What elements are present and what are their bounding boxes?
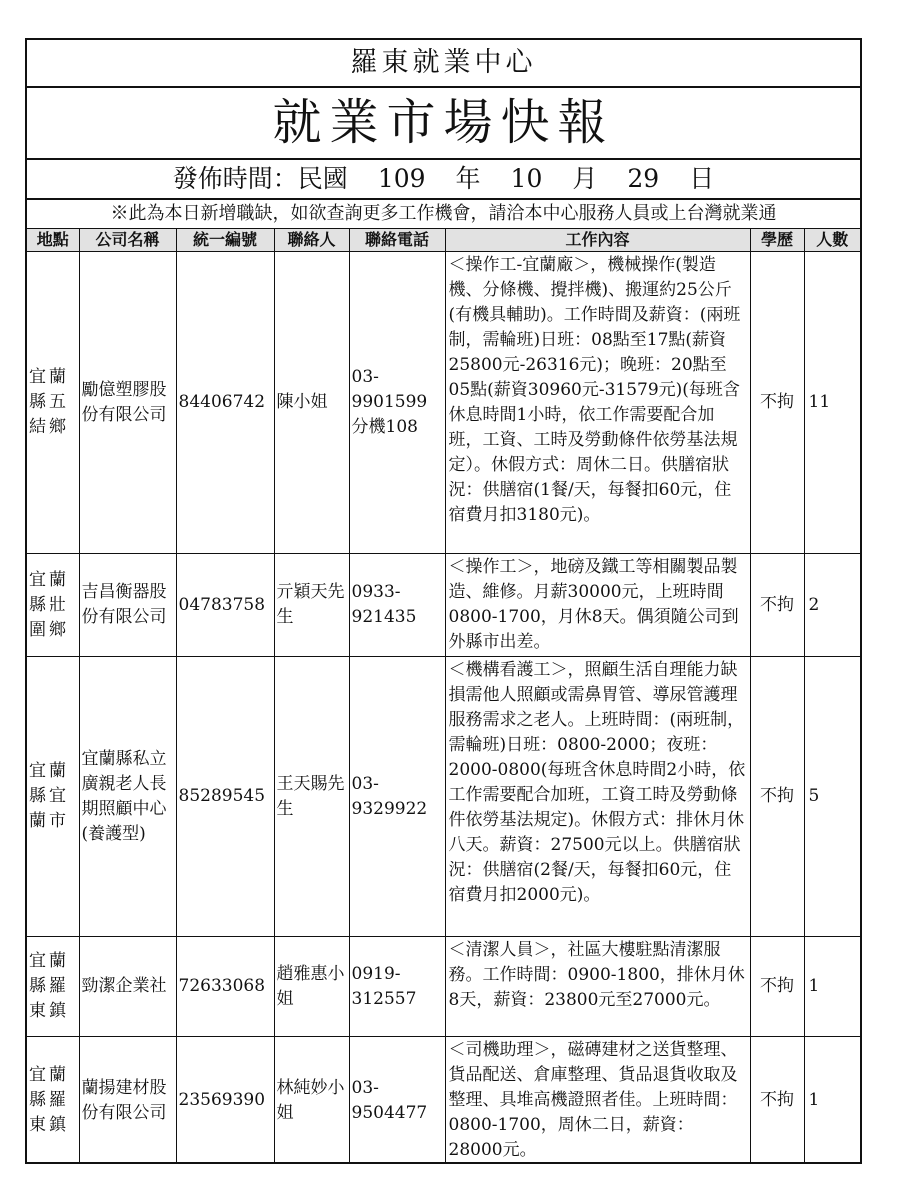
col-header-location: 地點 — [27, 229, 79, 252]
col-header-count: 人數 — [804, 229, 860, 252]
cell-location: 宜蘭縣羅東鎮 — [27, 1037, 79, 1165]
date-year: 109 — [377, 164, 426, 193]
org-name: 羅東就業中心 — [27, 40, 860, 88]
cell-education: 不拘 — [750, 657, 804, 937]
cell-contact: 陳小姐 — [274, 252, 349, 554]
cell-education: 不拘 — [750, 554, 804, 657]
date-month: 10 — [510, 164, 543, 193]
table-row — [27, 554, 860, 657]
cell-tax-id: 84406742 — [176, 252, 274, 554]
cell-contact: 趙雅惠小姐 — [274, 937, 349, 1037]
col-header-contact: 聯絡人 — [274, 229, 349, 252]
cell-company: 蘭揚建材股份有限公司 — [79, 1037, 176, 1165]
cell-phone: 0919-312557 — [349, 937, 445, 1037]
date-month-unit: 月 — [572, 164, 598, 193]
col-header-phone: 聯絡電話 — [349, 229, 445, 252]
cell-count: 2 — [804, 554, 860, 657]
cell-job: ＜機構看護工＞，照顧生活自理能力缺損需他人照顧或需鼻胃管、導尿管護理服務需求之老人。上班時間：(兩班制，需輪班)日班：0800-2000；夜班：2000-0800(每班含休息時間2小時，依工作需要配合加班，工資工時及勞動條件依勞基法規定)。休假方式：排休月休八天。薪資：27500元以上。供膳宿狀況：供膳宿(2餐/天，每餐扣60元，住宿費月扣2000元)。 — [445, 657, 750, 937]
date-label: 發佈時間：民國 — [172, 164, 348, 193]
cell-tax-id: 23569390 — [176, 1037, 274, 1165]
table-header-row — [27, 229, 860, 252]
table-row — [27, 937, 860, 1037]
cell-tax-id: 85289545 — [176, 657, 274, 937]
cell-company: 勵億塑膠股份有限公司 — [79, 252, 176, 554]
cell-education: 不拘 — [750, 937, 804, 1037]
cell-contact: 林純妙小姐 — [274, 1037, 349, 1165]
page-title: 就業市場快報 — [27, 88, 860, 160]
table-row — [27, 252, 860, 554]
cell-phone: 03-9329922 — [349, 657, 445, 937]
cell-location: 宜蘭縣羅東鎮 — [27, 937, 79, 1037]
date-day: 29 — [627, 164, 660, 193]
date-day-unit: 日 — [689, 164, 715, 193]
col-header-job: 工作內容 — [445, 229, 750, 252]
col-header-education: 學歷 — [750, 229, 804, 252]
table-row — [27, 1037, 860, 1165]
publish-date — [27, 160, 860, 200]
bulletin-sheet — [25, 38, 862, 1164]
cell-job: ＜操作工-宜蘭廠＞，機械操作(製造機、分條機、攪拌機)、搬運約25公斤(有機具輔助)。工作時間及薪資：(兩班制，需輪班)日班：08點至17點(薪資25800元-26316元)；晚班：20點至05點(薪資30960元-31579元)(每班含休息時間1小時，依工作需要配合加班，工資、工時及勞動條件依勞基法規定）。休假方式：周休二日。供膳宿狀況：供膳宿(1餐/天，每餐扣60元，住宿費月扣3180元)。 — [445, 252, 750, 554]
cell-tax-id: 72633068 — [176, 937, 274, 1037]
cell-contact: 亓穎天先生 — [274, 554, 349, 657]
job-table — [27, 229, 860, 1164]
cell-tax-id: 04783758 — [176, 554, 274, 657]
notice-text: ※此為本日新增職缺，如欲查詢更多工作機會，請洽本中心服務人員或上台灣就業通 — [27, 200, 860, 229]
table-row — [27, 657, 860, 937]
cell-job: ＜操作工＞，地磅及鐵工等相關製品製造、維修。月薪30000元，上班時間0800-1700，月休8天。偶須隨公司到外縣市出差。 — [445, 554, 750, 657]
cell-phone: 03-9504477 — [349, 1037, 445, 1165]
cell-company: 勁潔企業社 — [79, 937, 176, 1037]
cell-company: 吉昌衡器股份有限公司 — [79, 554, 176, 657]
cell-location: 宜蘭縣壯圍鄉 — [27, 554, 79, 657]
cell-education: 不拘 — [750, 252, 804, 554]
cell-phone: 03-9901599分機108 — [349, 252, 445, 554]
cell-count: 1 — [804, 1037, 860, 1165]
cell-location: 宜蘭縣宜蘭市 — [27, 657, 79, 937]
date-year-unit: 年 — [455, 164, 481, 193]
col-header-tax-id: 統一編號 — [176, 229, 274, 252]
cell-job: ＜清潔人員＞，社區大樓駐點清潔服務。工作時間：0900-1800，排休月休8天，薪資：23800元至27000元。 — [445, 937, 750, 1037]
col-header-company: 公司名稱 — [79, 229, 176, 252]
cell-location: 宜蘭縣五結鄉 — [27, 252, 79, 554]
cell-job: ＜司機助理＞，磁磚建材之送貨整理、貨品配送、倉庫整理、貨品退貨收取及整理、具堆高機證照者佳。上班時間：0800-1700，周休二日，薪資：28000元。 — [445, 1037, 750, 1165]
cell-company: 宜蘭縣私立廣親老人長期照顧中心(養護型) — [79, 657, 176, 937]
cell-education: 不拘 — [750, 1037, 804, 1165]
cell-count: 5 — [804, 657, 860, 937]
cell-phone: 0933-921435 — [349, 554, 445, 657]
cell-count: 1 — [804, 937, 860, 1037]
cell-count: 11 — [804, 252, 860, 554]
cell-contact: 王天賜先生 — [274, 657, 349, 937]
